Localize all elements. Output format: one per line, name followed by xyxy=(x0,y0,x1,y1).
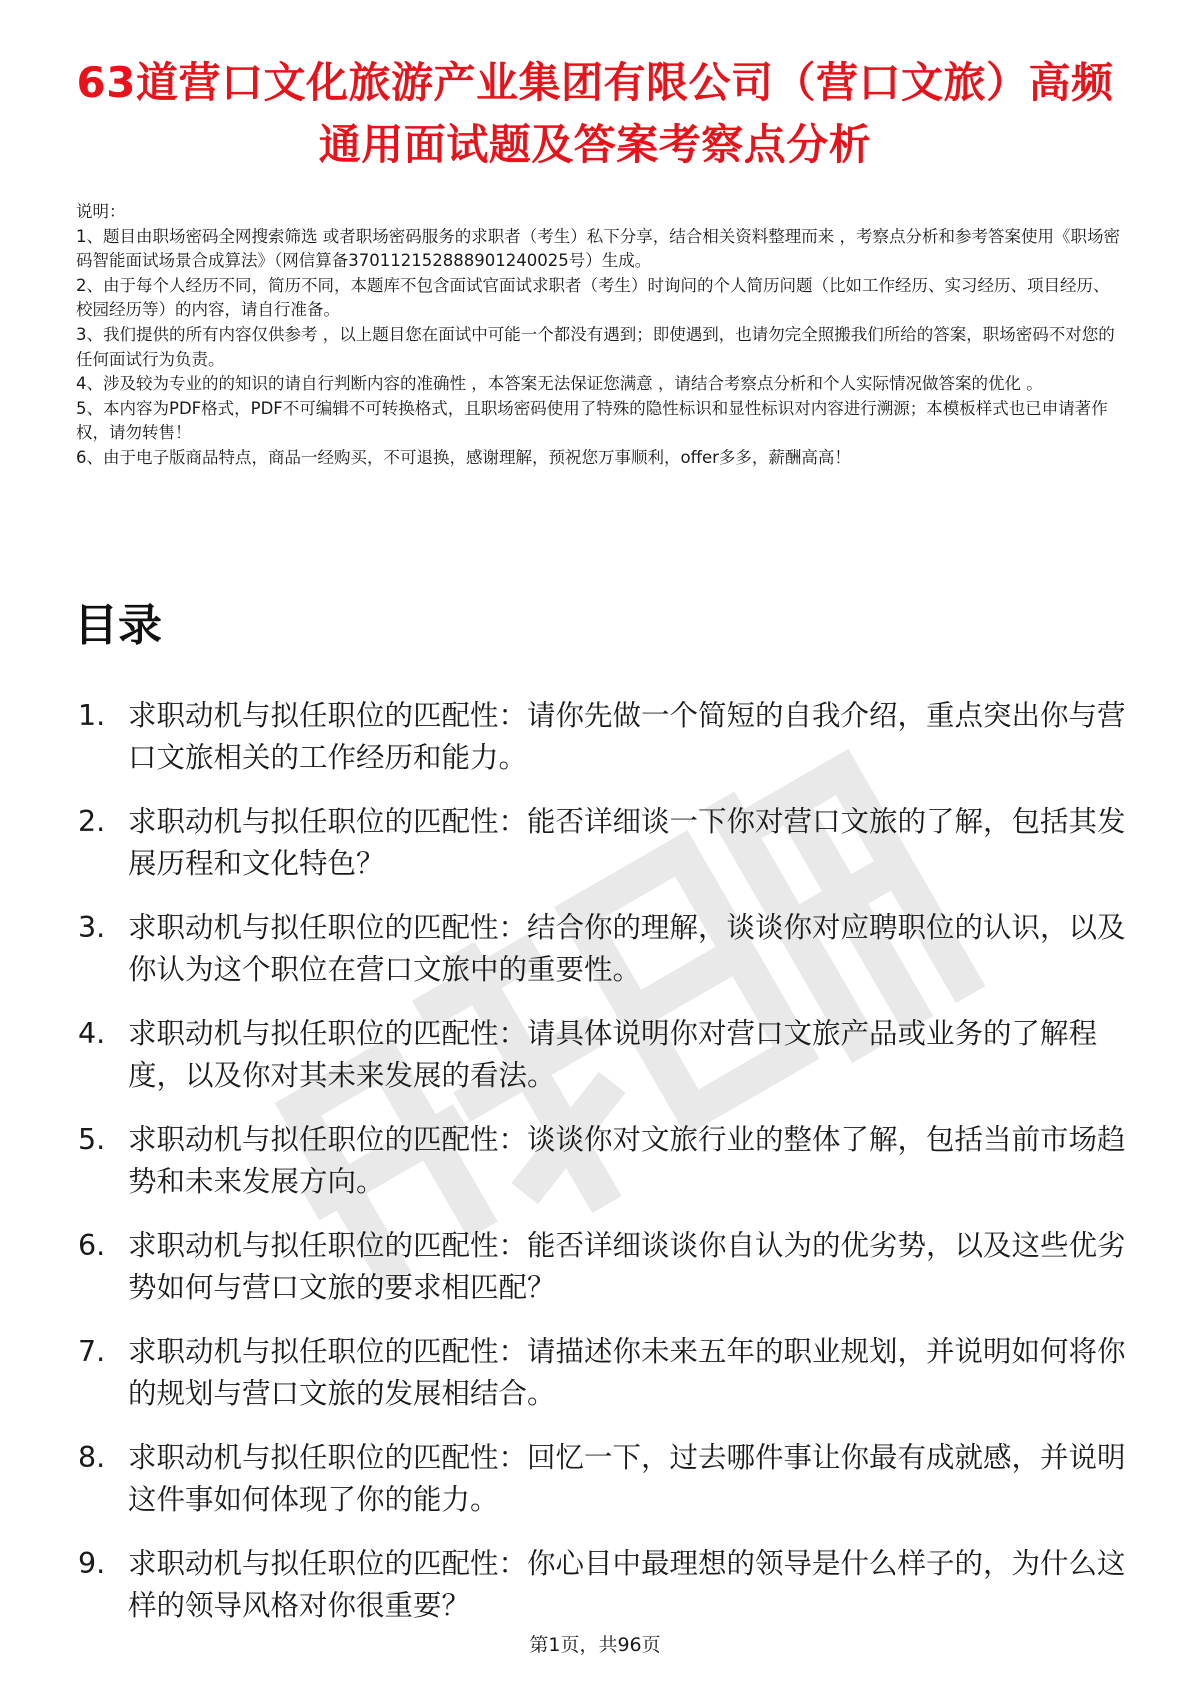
toc-item-number: 2. xyxy=(78,805,106,838)
toc-item-6[interactable] xyxy=(78,1225,1128,1309)
toc-item-number: 5. xyxy=(78,1123,106,1156)
toc-item-number: 8. xyxy=(78,1441,106,1474)
note-item-1: 1、题目由职场密码全网搜索筛选 或者职场密码服务的求职者（考生）私下分享，结合相关资料整理而来 ，考察点分析和参考答案使用《职场密码智能面试场景合成算法》（网信算备370112152888901240025号）生成。 xyxy=(76,226,1120,271)
toc-item-number: 1. xyxy=(78,699,106,732)
note-item-4: 4、涉及较为专业的的知识的请自行判断内容的准确性 ，本答案无法保证您满意 ，请结合考察点分析和个人实际情况做答案的优化 。 xyxy=(76,374,1043,394)
toc-item-8[interactable] xyxy=(78,1437,1128,1521)
toc-item-text: 求职动机与拟任职位的匹配性：能否详细谈谈你自认为的优劣势，以及这些优劣势如何与营口文旅的要求相匹配？ xyxy=(128,1229,1126,1304)
toc-item-number: 7. xyxy=(78,1335,106,1368)
note-item-6: 6、由于电子版商品特点，商品一经购买，不可退换，感谢理解，预祝您万事顺利，offer多多，薪酬高高！ xyxy=(76,447,851,467)
page-footer: 第1页，共96页 xyxy=(529,1634,661,1656)
toc-heading: 目录 xyxy=(74,600,162,651)
toc-item-text: 求职动机与拟任职位的匹配性：请你先做一个简短的自我介绍，重点突出你与营口文旅相关的工作经历和能力。 xyxy=(128,699,1126,774)
toc-item-9[interactable] xyxy=(78,1543,1128,1627)
note-item-2: 2、由于每个人经历不同，简历不同，本题库不包含面试官面试求职者（考生）时询问的个人简历问题（比如工作经历、实习经历、项目经历、校园经历等）的内容，请自行准备。 xyxy=(76,275,1110,320)
toc-item-5[interactable] xyxy=(78,1119,1128,1203)
toc-item-text: 求职动机与拟任职位的匹配性：结合你的理解，谈谈你对应聘职位的认识，以及你认为这个职位在营口文旅中的重要性。 xyxy=(128,911,1126,986)
toc-item-number: 9. xyxy=(78,1547,106,1580)
toc-item-text: 求职动机与拟任职位的匹配性：回忆一下，过去哪件事让你最有成就感，并说明这件事如何体现了你的能力。 xyxy=(128,1441,1126,1516)
toc-item-text: 求职动机与拟任职位的匹配性：你心目中最理想的领导是什么样子的，为什么这样的领导风格对你很重要？ xyxy=(128,1547,1126,1622)
toc-item-3[interactable] xyxy=(78,907,1128,991)
toc-item-text: 求职动机与拟任职位的匹配性：谈谈你对文旅行业的整体了解，包括当前市场趋势和未来发展方向。 xyxy=(128,1123,1126,1198)
toc-item-1[interactable] xyxy=(78,695,1128,779)
toc-item-number: 6. xyxy=(78,1229,106,1262)
toc-item-4[interactable] xyxy=(78,1013,1128,1097)
note-item-3: 3、我们提供的所有内容仅供参考 ，以上题目您在面试中可能一个都没有遇到；即使遇到，也请勿完全照搬我们所给的答案，职场密码不对您的任何面试行为负责。 xyxy=(76,324,1115,369)
toc-item-7[interactable] xyxy=(78,1331,1128,1415)
toc-item-2[interactable] xyxy=(78,801,1128,885)
notes-section xyxy=(76,200,1122,471)
toc-item-number: 3. xyxy=(78,911,106,944)
document-title: 63道营口文化旅游产业集团有限公司（营口文旅）高频通用面试题及答案考察点分析 xyxy=(76,58,1114,169)
toc-item-number: 4. xyxy=(78,1017,106,1050)
toc-item-text: 求职动机与拟任职位的匹配性：能否详细谈一下你对营口文旅的了解，包括其发展历程和文化特色？ xyxy=(128,805,1126,880)
toc-item-text: 求职动机与拟任职位的匹配性：请描述你未来五年的职业规划，并说明如何将你的规划与营口文旅的发展相结合。 xyxy=(128,1335,1126,1410)
note-item-5: 5、本内容为PDF格式，PDF不可编辑不可转换格式，且职场密码使用了特殊的隐性标识和显性标识对内容进行溯源；本模板样式也已申请著作权，请勿转售！ xyxy=(76,398,1108,443)
notes-heading: 说明： xyxy=(76,202,126,221)
toc-item-text: 求职动机与拟任职位的匹配性：请具体说明你对营口文旅产品或业务的了解程度，以及你对其未来发展的看法。 xyxy=(128,1017,1098,1092)
toc-list xyxy=(78,695,1128,1649)
